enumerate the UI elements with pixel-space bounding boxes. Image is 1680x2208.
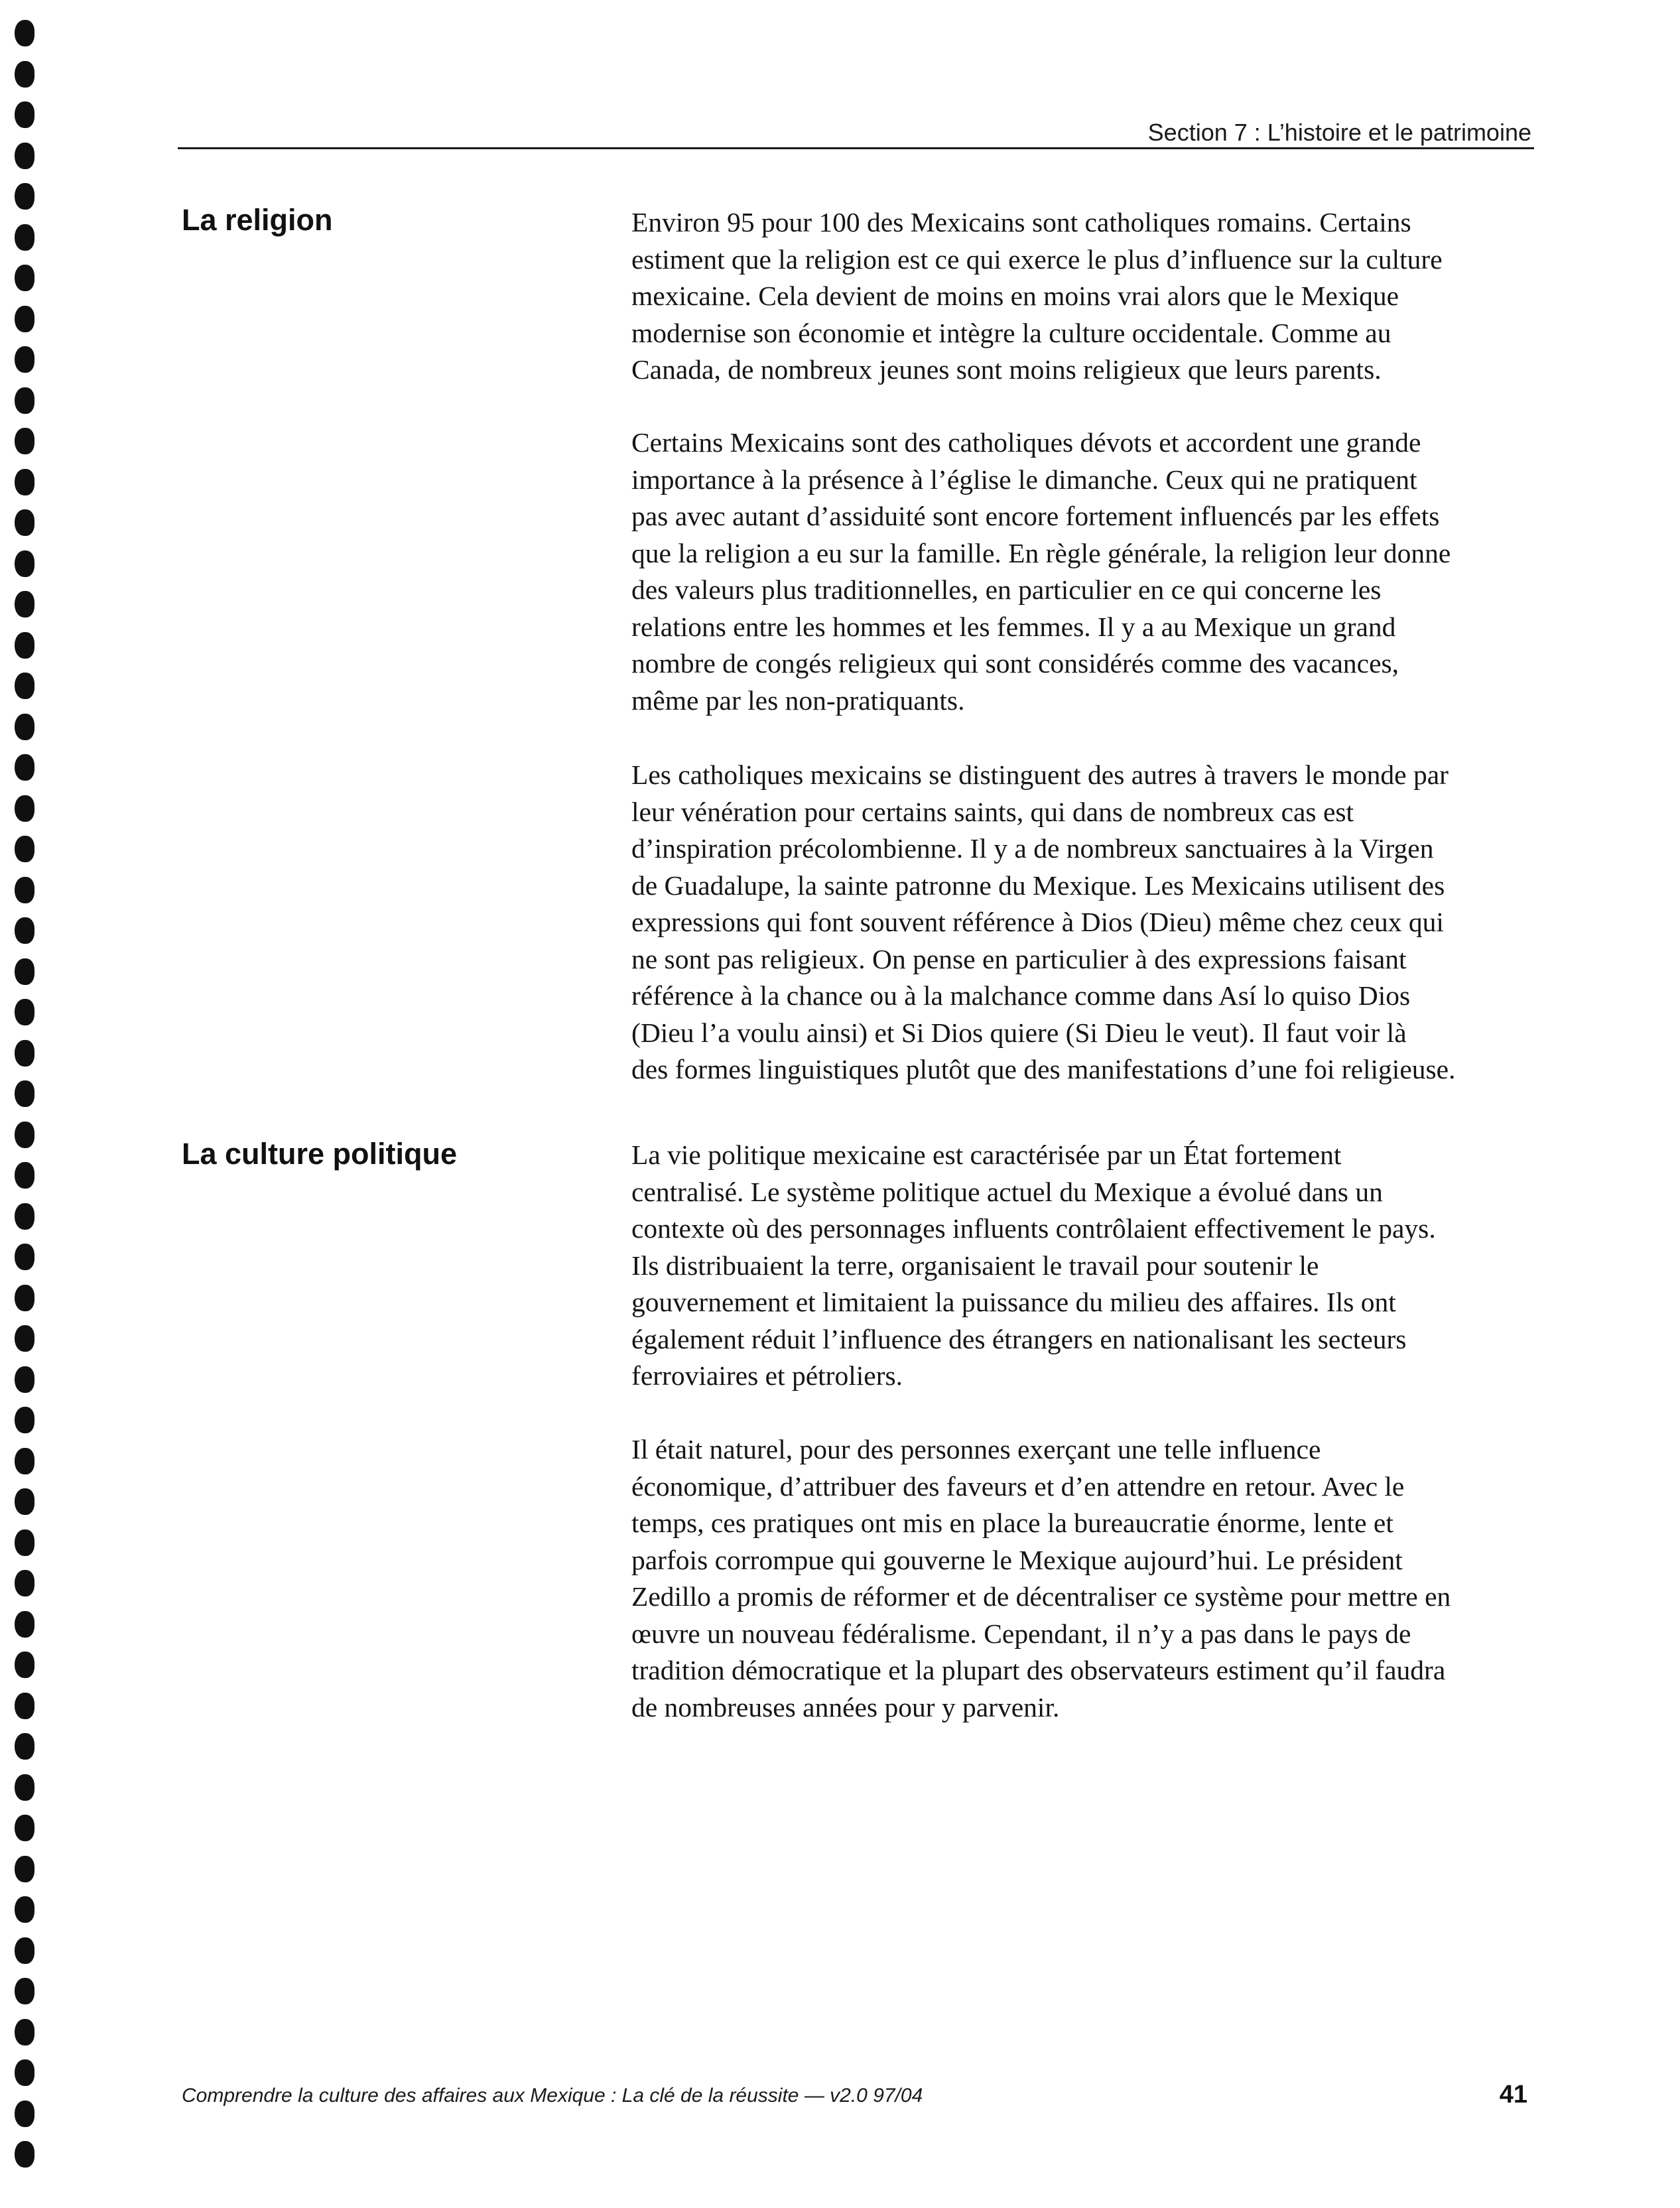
binding-hole (15, 917, 34, 944)
text-line: (Dieu l’a voulu ainsi) et Si Dios quiere (Si Dieu le veut). Il faut voir là (631, 1017, 1407, 1048)
binding-hole (15, 1162, 34, 1189)
binding-hole (15, 1652, 34, 1678)
text-line: ferroviaires et pétroliers. (631, 1360, 903, 1391)
text-line: La vie politique mexicaine est caractérisée par un État fortement (631, 1139, 1342, 1170)
politique-paragraph-1 (631, 1137, 1533, 1395)
text-line: mexicaine. Cela devient de moins en moins vrai alors que le Mexique (631, 281, 1399, 311)
heading-politique: La culture politique (182, 1137, 458, 1171)
binding-hole (15, 2059, 34, 2086)
binding-hole (15, 673, 34, 699)
footer-book-title: Comprendre la culture des affaires aux Mexique : La clé de la réussite — v2.0 97/04 (182, 2085, 923, 2107)
binding-hole (15, 61, 34, 88)
text-line: Certains Mexicains sont des catholiques dévots et accordent une grande (631, 427, 1421, 458)
binding-hole (15, 877, 34, 903)
binding-hole (15, 1040, 34, 1067)
text-line: œuvre un nouveau fédéralisme. Cependant, il n’y a pas dans le pays de (631, 1618, 1411, 1649)
heading-religion: La religion (182, 203, 333, 237)
text-line: Les catholiques mexicains se distinguent des autres à travers le monde par (631, 759, 1449, 790)
text-line: nombre de congés religieux qui sont considérés comme des vacances, (631, 648, 1399, 679)
binding-hole (15, 1815, 34, 1841)
text-line: de nombreuses années pour y parvenir. (631, 1691, 1060, 1722)
binding-holes (12, 20, 34, 2202)
binding-hole (15, 2101, 34, 2127)
binding-hole (15, 306, 34, 332)
binding-hole (15, 101, 34, 128)
binding-hole (15, 1448, 34, 1474)
binding-hole (15, 20, 34, 46)
text-line: estiment que la religion est ce qui exerce le plus d’influence sur la culture (631, 243, 1443, 275)
text-line: d’inspiration précolombienne. Il y a de nombreux sanctuaires à la Virgen (631, 833, 1434, 864)
binding-hole (15, 551, 34, 577)
binding-hole (15, 387, 34, 414)
text-line: temps, ces pratiques ont mis en place la bureaucratie énorme, lente et (631, 1508, 1393, 1538)
binding-hole (15, 1937, 34, 1964)
section-title: Section 7 : L’histoire et le patrimoine (1147, 119, 1531, 146)
binding-hole (15, 1285, 34, 1311)
binding-hole (15, 1080, 34, 1107)
religion-paragraph-1 (631, 204, 1533, 389)
text-line: centralisé. Le système politique actuel du Mexique a évolué dans un (631, 1176, 1383, 1207)
binding-hole (15, 1244, 34, 1270)
running-header (178, 118, 1534, 149)
text-line: même par les non-pratiquants. (631, 684, 965, 716)
text-line: expressions qui font souvent référence à Dios (Dieu) même chez ceux qui (631, 907, 1444, 937)
binding-hole (15, 224, 34, 251)
binding-hole (15, 428, 34, 454)
text-line: parfois corrompue qui gouverne le Mexique aujourd’hui. Le président (631, 1544, 1403, 1575)
text-line: ne sont pas religieux. On pense en particulier à des expressions faisant (631, 943, 1407, 974)
text-line: modernise son économie et intègre la culture occidentale. Comme au (631, 317, 1391, 348)
binding-hole (15, 143, 34, 169)
text-line: relations entre les hommes et les femmes. Il y a au Mexique un grand (631, 611, 1396, 642)
text-line: contexte où des personnages influents contrôlaient effectivement le pays. (631, 1213, 1436, 1244)
text-line: importance à la présence à l’église le dimanche. Ceux qui ne pratiquent (631, 464, 1417, 495)
religion-paragraph-3 (631, 757, 1533, 1088)
text-line: Zedillo a promis de réformer et de décentraliser ce système pour mettre en (631, 1581, 1451, 1612)
binding-hole (15, 958, 34, 985)
text-line: Environ 95 pour 100 des Mexicains sont catholiques romains. Certains (631, 207, 1411, 237)
binding-hole (15, 1733, 34, 1760)
binding-hole (15, 346, 34, 373)
page-number: 41 (1499, 2081, 1527, 2109)
binding-hole (15, 1693, 34, 1719)
binding-hole (15, 714, 34, 740)
binding-hole (15, 1122, 34, 1148)
text-line: gouvernement et limitaient la puissance du milieu des affaires. Ils ont (631, 1287, 1396, 1317)
binding-hole (15, 1488, 34, 1515)
text-line: pas avec autant d’assiduité sont encore fortement influencés par les effets (631, 501, 1440, 531)
text-line: des formes linguistiques plutôt que des manifestations d’une foi religieuse. (631, 1054, 1456, 1084)
binding-hole (15, 754, 34, 781)
binding-hole (15, 591, 34, 617)
binding-hole (15, 1570, 34, 1596)
text-line: de Guadalupe, la sainte patronne du Mexique. Les Mexicains utilisent des (631, 870, 1445, 901)
binding-hole (15, 265, 34, 291)
binding-hole (15, 1529, 34, 1556)
text-line: leur vénération pour certains saints, qui dans de nombreux cas est (631, 796, 1354, 827)
text-line: tradition démocratique et la plupart des observateurs estiment qu’il faudra (631, 1655, 1446, 1685)
binding-hole (15, 1203, 34, 1230)
binding-hole (15, 1325, 34, 1352)
text-line: référence à la chance ou à la malchance comme dans Así lo quiso Dios (631, 980, 1411, 1011)
binding-hole (15, 1366, 34, 1393)
religion-paragraph-2 (631, 424, 1533, 719)
binding-hole (15, 1611, 34, 1638)
binding-hole (15, 2141, 34, 2168)
politique-paragraph-2 (631, 1431, 1533, 1726)
binding-hole (15, 999, 34, 1025)
text-line: des valeurs plus traditionnelles, en particulier en ce qui concerne les (631, 574, 1382, 605)
text-line: que la religion a eu sur la famille. En règle générale, la religion leur donne (631, 537, 1451, 568)
binding-hole (15, 836, 34, 862)
text-line: Il était naturel, pour des personnes exerçant une telle influence (631, 1434, 1321, 1464)
text-line: également réduit l’influence des étrangers en nationalisant les secteurs (631, 1323, 1407, 1354)
binding-hole (15, 509, 34, 536)
binding-hole (15, 469, 34, 495)
text-line: Canada, de nombreux jeunes sont moins religieux que leurs parents. (631, 354, 1382, 385)
binding-hole (15, 1896, 34, 1923)
text-line: Ils distribuaient la terre, organisaient le travail pour soutenir le (631, 1250, 1319, 1281)
binding-hole (15, 1978, 34, 2004)
binding-hole (15, 183, 34, 210)
binding-hole (15, 795, 34, 822)
binding-hole (15, 1407, 34, 1433)
binding-hole (15, 1774, 34, 1801)
text-line: économique, d’attribuer des faveurs et d’en attendre en retour. Avec le (631, 1470, 1405, 1502)
binding-hole (15, 632, 34, 659)
binding-hole (15, 2019, 34, 2046)
binding-hole (15, 1856, 34, 1882)
